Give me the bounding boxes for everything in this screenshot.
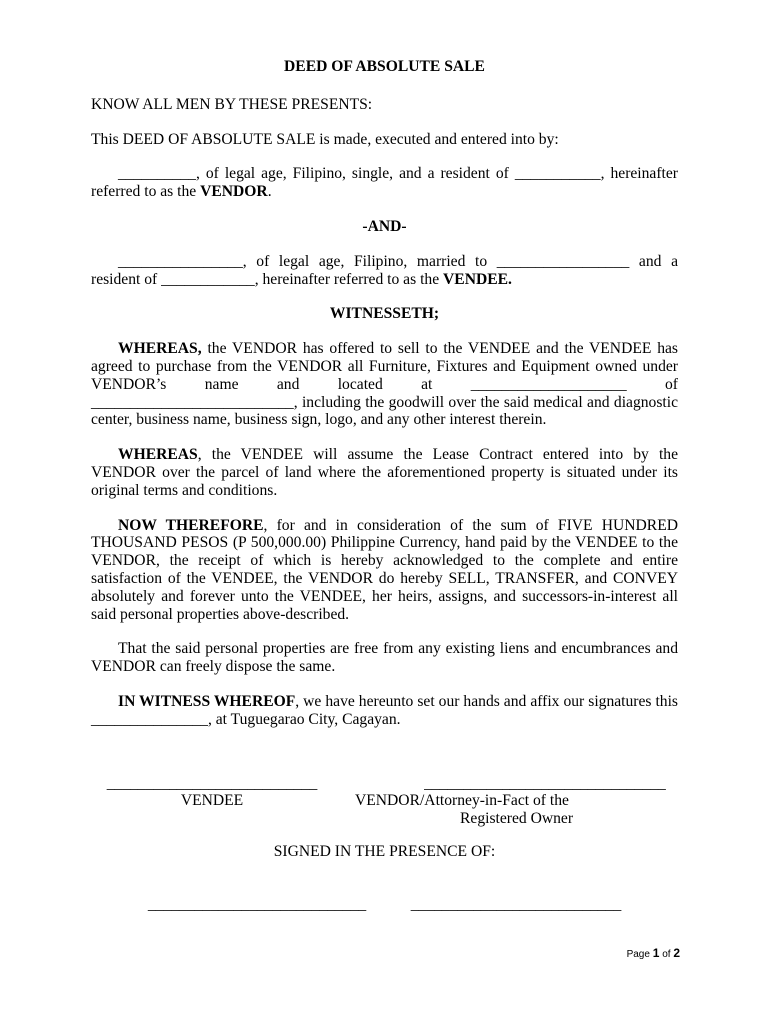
signature-row <box>91 775 678 835</box>
page-word: Page <box>626 949 650 960</box>
witnesseth-heading: WITNESSETH; <box>329 305 440 323</box>
now-therefore-paragraph <box>91 517 678 624</box>
now-therefore-lead: NOW THEREFORE <box>118 516 264 534</box>
vendor-paragraph-end: . <box>267 183 272 201</box>
vendee-paragraph-text: ________________, of legal age, Filipino, married to _________________ and a resident of ____________, hereinafter referred to as the <box>91 252 678 288</box>
vendee-paragraph <box>91 253 678 289</box>
vendee-signature-block <box>105 775 319 811</box>
in-witness-lead: IN WITNESS WHEREOF <box>118 692 296 710</box>
witness-left-line: ____________________________ <box>147 896 367 914</box>
vendee-signature-label: VENDEE <box>180 792 244 810</box>
witness-left-block <box>147 896 367 914</box>
page-number: 1 <box>652 946 660 960</box>
vendor-paragraph <box>91 165 678 201</box>
witness-right-block <box>409 896 623 914</box>
document-title: DEED OF ABSOLUTE SALE <box>284 58 485 75</box>
of-word: of <box>662 949 671 960</box>
whereas-2-lead: WHEREAS <box>118 446 198 464</box>
vendee-signature-line: ___________________________ <box>106 774 318 792</box>
vendor-signature-label: VENDOR/Attorney-in-Fact of the <box>355 792 569 810</box>
vendor-signature-line: _______________________________ <box>424 774 666 792</box>
whereas-paragraph-2 <box>91 446 678 499</box>
witness-right-line: ___________________________ <box>410 896 622 914</box>
free-liens-paragraph: That the said personal properties are free from any existing liens and encumbrances and VENDOR can freely dispose the same. <box>91 640 678 676</box>
in-witness-text: , we have hereunto set our hands and affix our signatures this _______________, at Tuguegarao City, Cagayan. <box>91 692 678 728</box>
page-total: 2 <box>673 946 680 960</box>
witness-signature-row <box>91 896 678 936</box>
vendor-role: VENDOR <box>200 183 268 201</box>
vendor-signature-label-2: Registered Owner <box>460 810 574 828</box>
vendee-role: VENDEE. <box>443 270 512 288</box>
whereas-1-text: the VENDOR has offered to sell to the VENDEE and the VENDEE has agreed to purchase from the VENDOR all Furniture, Fixtures and Equipment owned under VENDOR’s name and located at ____________________ of __________________________, including the goodwill over the said medical and diagnostic center, business name, business sign, logo, and any other interest therein. <box>91 340 678 429</box>
deed-content <box>91 58 678 936</box>
vendor-paragraph-text: __________, of legal age, Filipino, single, and a resident of ___________, hereinafter referred to as the <box>91 165 678 201</box>
vendor-signature-block <box>355 775 675 828</box>
now-therefore-text: , for and in consideration of the sum of FIVE HUNDRED THOUSAND PESOS (P 500,000.00) Philippine Currency, hand paid by the VENDEE to the VENDOR, the receipt of which is hereby acknowledged to the complete and entire satisfaction of the VENDEE, the VENDOR do hereby SELL, TRANSFER, and CONVEY absolutely and forever unto the VENDEE, her heirs, assigns, and successors-in-interest all said personal properties above-described. <box>91 516 678 623</box>
whereas-2-text: , the VENDEE will assume the Lease Contract entered into by the VENDOR over the parcel of land where the aforementioned property is situated under its original terms and conditions. <box>91 446 678 499</box>
presence-heading: SIGNED IN THE PRESENCE OF: <box>273 842 496 860</box>
salutation: KNOW ALL MEN BY THESE PRESENTS: <box>91 95 373 113</box>
and-separator: -AND- <box>362 217 407 235</box>
in-witness-paragraph <box>91 693 678 729</box>
whereas-paragraph-1 <box>91 340 678 429</box>
intro-paragraph: This DEED OF ABSOLUTE SALE is made, executed and entered into by: <box>91 130 559 148</box>
page-footer <box>627 946 680 960</box>
whereas-1-lead: WHEREAS, <box>118 340 202 358</box>
